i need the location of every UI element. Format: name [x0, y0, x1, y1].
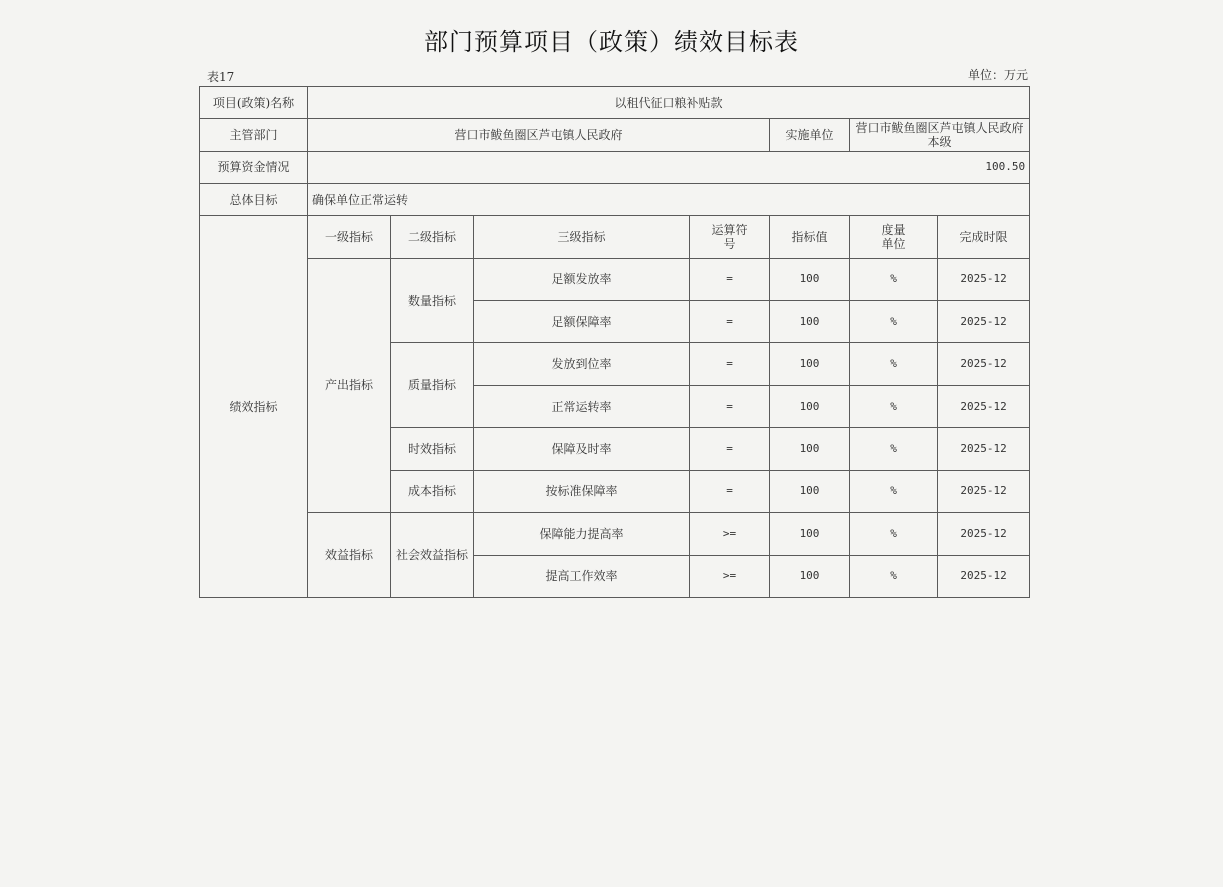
group-social: 社会效益指标 [391, 513, 474, 598]
indicator-name: 正常运转率 [474, 385, 690, 427]
header-value: 指标值 [770, 216, 850, 258]
indicator-deadline: 2025-12 [938, 513, 1030, 555]
impl-value: 营口市鲅鱼圈区芦屯镇人民政府本级 [850, 119, 1030, 151]
indicator-unit: % [850, 258, 938, 300]
indicator-operator: = [690, 343, 770, 385]
indicators-section-label: 绩效指标 [200, 216, 308, 598]
indicator-deadline: 2025-12 [938, 385, 1030, 427]
indicator-deadline: 2025-12 [938, 428, 1030, 470]
indicator-name: 足额发放率 [474, 258, 690, 300]
header-deadline: 完成时限 [938, 216, 1030, 258]
performance-table [199, 86, 1030, 598]
indicator-value: 100 [770, 343, 850, 385]
group-cost: 成本指标 [391, 470, 474, 512]
indicator-value: 100 [770, 258, 850, 300]
indicator-value: 100 [770, 428, 850, 470]
unit-label: 单位：万元 [967, 68, 1028, 82]
indicator-name: 保障能力提高率 [474, 513, 690, 555]
group-quality: 质量指标 [391, 343, 474, 428]
indicator-operator: >= [690, 555, 770, 598]
project-name-label: 项目(政策)名称 [200, 87, 308, 119]
indicator-name: 发放到位率 [474, 343, 690, 385]
header-level3: 三级指标 [474, 216, 690, 258]
group-quantity: 数量指标 [391, 258, 474, 343]
indicator-value: 100 [770, 301, 850, 343]
indicator-header-row [200, 216, 1030, 258]
indicator-operator: = [690, 301, 770, 343]
indicator-name: 保障及时率 [474, 428, 690, 470]
department-row [200, 119, 1030, 151]
header-level2: 二级指标 [391, 216, 474, 258]
table-row [200, 258, 1030, 300]
indicator-deadline: 2025-12 [938, 343, 1030, 385]
table-row [200, 513, 1030, 555]
header-unit: 度量单位 [850, 216, 938, 258]
indicator-unit: % [850, 555, 938, 598]
indicator-operator: = [690, 258, 770, 300]
budget-value: 100.50 [308, 151, 1030, 183]
project-name-value: 以租代征口粮补贴款 [308, 87, 1030, 119]
indicator-unit: % [850, 470, 938, 512]
indicator-name: 提高工作效率 [474, 555, 690, 598]
indicator-value: 100 [770, 513, 850, 555]
indicator-unit: % [850, 301, 938, 343]
project-name-row [200, 87, 1030, 119]
goal-value: 确保单位正常运转 [308, 183, 1030, 215]
dept-value: 营口市鲅鱼圈区芦屯镇人民政府 [308, 119, 770, 151]
indicator-operator: = [690, 428, 770, 470]
indicator-unit: % [850, 343, 938, 385]
header-level1: 一级指标 [308, 216, 391, 258]
indicator-name: 按标准保障率 [474, 470, 690, 512]
impl-label: 实施单位 [770, 119, 850, 151]
indicator-unit: % [850, 385, 938, 427]
indicator-operator: = [690, 470, 770, 512]
indicator-unit: % [850, 428, 938, 470]
indicator-deadline: 2025-12 [938, 470, 1030, 512]
indicator-operator: >= [690, 513, 770, 555]
budget-row [200, 151, 1030, 183]
group-benefit: 效益指标 [308, 513, 391, 598]
indicator-value: 100 [770, 385, 850, 427]
dept-label: 主管部门 [200, 119, 308, 151]
indicator-operator: = [690, 385, 770, 427]
page-title: 部门预算项目（政策）绩效目标表 [424, 28, 799, 56]
indicator-value: 100 [770, 555, 850, 598]
indicator-name: 足额保障率 [474, 301, 690, 343]
indicator-unit: % [850, 513, 938, 555]
goal-label: 总体目标 [200, 183, 308, 215]
indicator-value: 100 [770, 470, 850, 512]
indicator-deadline: 2025-12 [938, 258, 1030, 300]
indicator-deadline: 2025-12 [938, 301, 1030, 343]
group-output: 产出指标 [308, 258, 391, 512]
budget-label: 预算资金情况 [200, 151, 308, 183]
goal-row [200, 183, 1030, 215]
indicator-deadline: 2025-12 [938, 555, 1030, 598]
table-number: 表17 [207, 70, 235, 84]
header-operator: 运算符号 [690, 216, 770, 258]
group-timeliness: 时效指标 [391, 428, 474, 470]
